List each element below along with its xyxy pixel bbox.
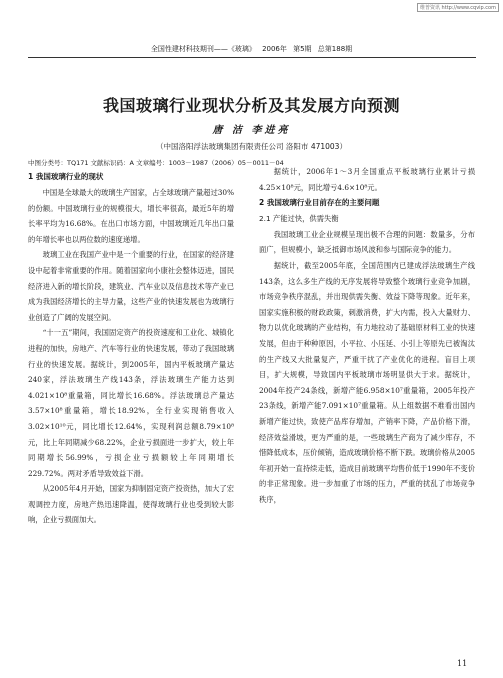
header-rule — [28, 57, 476, 58]
paragraph: 我国玻璃工业企业规模呈现出极不合理的问题：数量多，分布面广，但规模小，缺乏抵御市场风波和参与国际竞争的能力。 — [259, 229, 475, 255]
page-number: 11 — [457, 659, 468, 668]
authors: 唐 洁 李进亮 — [212, 125, 291, 136]
paragraph: 中国是全球最大的玻璃生产国家，占全球玻璃产量超过30%的份额。中国玻璃行业的规模很大，增长率很高，最近5年的增长率平均为16.68%。在出口市场方面，中国玻璃近几年出口量的年增长率也以两位数的速度递增。 — [28, 188, 234, 244]
paragraph: “十一五”期间，我国固定资产的投资速度和工业化、城镇化进程的加快，房地产、汽车等行业的快速发展，带动了我国玻璃行业的快速发展。据统计，到2005年，国内平板玻璃产量达240家，浮法玻璃生产线143条，浮法玻璃生产能力达到4.021×10⁸重量箱，同比增长16.68%。浮法玻璃总产量达3.57×10⁸重量箱，增长18.92%，全行业实现销售收入3.02×10¹⁰元，同比增长12.64%，实现利润总额8.79×10⁸元，比上年同期减少68.22%，企业亏损面进一步扩大，较上年同期增长56.99%，亏损企业亏损额较上年同期增长229.72%。两对矛盾导致效益下滑。 — [28, 328, 234, 478]
section-2-heading: 2 我国玻璃行业目前存在的主要问题 — [259, 198, 380, 208]
section-2-1-heading: 2.1 产能过快，供需失衡 — [259, 214, 339, 224]
paragraph: 据统计，2006年1～3月全国重点平板玻璃行业累计亏损4.25×10⁸元，同比增亏4.6×10⁸元。 — [259, 167, 475, 192]
article-title: 我国玻璃行业现状分析及其发展方向预测 — [102, 96, 400, 115]
running-header: 全国性建材科技期刊——《玻璃》 2006年 第5期 总第188期 — [150, 45, 353, 53]
paragraph: 据统计，截至2005年底，全国范围内已建成浮法玻璃生产线143条，这么多生产线的无序发展将导致整个玻璃行业竞争加剧，市场竞争秩序混乱，并出现供需失衡、效益下降等现象。近年来，国家实施积极的财政政策，刺激消费，扩大内需，投入大量财力、物力以优化玻璃的产业结构，有力地拉动了基础原材料工业的快速发展，但由于种种原因，小平拉、小压延、小引上等原先已被淘汰的生产线又大批量复产，严重干扰了产业优化的进程。盲目上项目，扩大规模，导致国内平板玻璃市场明显供大于求。据统计，2004年投产24条线，新增产能6.958×10⁷重量箱，2005年投产23条线，新增产能7.091×10⁷重量箱。从上组数据不难看出国内新增产能过快，致使产品库存增加，产销率下降，产品价格下滑，经济效益滑坡，更为严重的是，一些玻璃生产商为了减少库存，不惜降低成本，压价倾销，造成玻璃价格不断下跌。玻璃价格从2005年初开始一直持续走低，造成目前玻璃平均售价低于1990年不变价的非正常现象。进一步加重了市场的压力，严重的扰乱了市场竞争秩序， — [259, 260, 475, 504]
paragraph: 玻璃工业在我国产业中是一个重要的行业，在国家的经济建设中起着非常重要的作用。随着国家向小康社会整体迈进，国民经济进入新的增长阶段，建筑业、汽车业以及信息技术等产业已成为我国经济增长的主导力量，这些产业的快速发展也为玻璃行业创造了广阔的发展空间。 — [28, 250, 234, 322]
right-column — [259, 164, 475, 507]
left-column — [28, 169, 234, 528]
paragraph: 从2005年4月开始，国家为抑制固定资产投资热，加大了宏观调控力度，房地产热迅速降温，使得玻璃行业也受到较大影响，企业亏损面加大。 — [28, 484, 234, 525]
classification-meta: 中图分类号：TQ171 文献标识码：A 文章编号：1003－1987（2006）05－0011－04 — [28, 159, 284, 167]
section-1-heading: 1 我国玻璃行业的现状 — [28, 172, 104, 181]
affiliation: （中国洛阳浮法玻璃集团有限责任公司 洛阳市 471003） — [156, 142, 347, 151]
source-watermark: 维普资讯 http://www.cqvip.com — [417, 3, 499, 12]
